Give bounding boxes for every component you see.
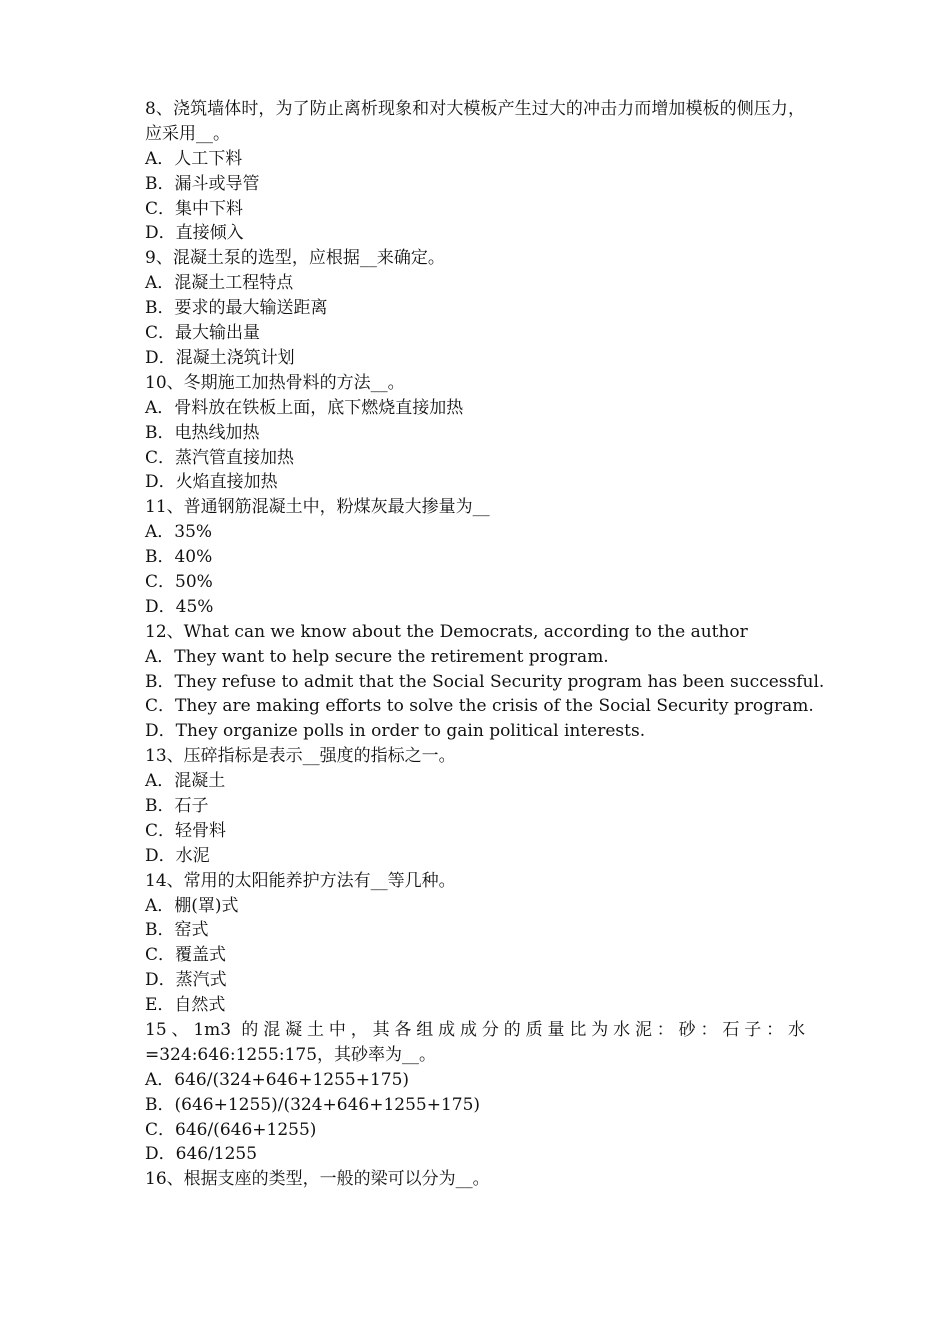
option-b: B．石子 — [145, 795, 209, 816]
option-e: E．自然式 — [145, 995, 226, 1016]
option-a: A．混凝土 — [145, 771, 226, 792]
question-text: 11、普通钢筋混凝土中，粉煤灰最大掺量为__ — [145, 497, 490, 518]
option-b: B．40% — [145, 547, 213, 568]
question-12 — [145, 620, 825, 744]
option-c: C．50% — [145, 571, 213, 592]
option-d: D．They organize polls in order to gain political interests. — [145, 721, 646, 742]
question-14 — [145, 869, 805, 1018]
option-c: C．覆盖式 — [145, 945, 227, 966]
option-b: B．(646+1255)/(324+646+1255+175) — [145, 1094, 481, 1115]
option-d: D．混凝土浇筑计划 — [145, 347, 295, 368]
question-11 — [145, 495, 805, 619]
option-b: B．漏斗或导管 — [145, 173, 260, 194]
question-text: 16、根据支座的类型，一般的梁可以分为__。 — [145, 1169, 490, 1190]
option-a: A．人工下料 — [145, 148, 243, 169]
question-text: 15、1m3 的混凝土中，其各组成成分的质量比为水泥：砂：石子：水=324:646:1255:175，其砂率为__。 — [145, 1019, 805, 1065]
option-a: A．35% — [145, 522, 213, 543]
document-page — [145, 97, 825, 1192]
question-text: 14、常用的太阳能养护方法有__等几种。 — [145, 870, 456, 891]
option-b: B．要求的最大输送距离 — [145, 298, 328, 319]
question-text: 10、冬期施工加热骨料的方法__。 — [145, 372, 405, 393]
option-d: D．646/1255 — [145, 1144, 258, 1165]
option-a: A．棚(罩)式 — [145, 895, 239, 916]
option-b: B．电热线加热 — [145, 422, 260, 443]
option-d: D．火焰直接加热 — [145, 472, 278, 493]
question-13 — [145, 744, 805, 868]
option-d: D．水泥 — [145, 845, 210, 866]
option-a: A．They want to help secure the retirement program. — [145, 646, 609, 667]
option-b: B．窑式 — [145, 920, 209, 941]
option-c: C．最大输出量 — [145, 323, 261, 344]
option-a: A．骨料放在铁板上面，底下燃烧直接加热 — [145, 397, 464, 418]
question-text: 8、浇筑墙体时，为了防止离析现象和对大模板产生过大的冲击力而增加模板的侧压力，应采用__。 — [145, 99, 805, 144]
question-10 — [145, 371, 805, 495]
question-text: 13、压碎指标是表示__强度的指标之一。 — [145, 746, 456, 767]
question-text: 12、What can we know about the Democrats, according to the author — [145, 621, 748, 642]
option-d: D．直接倾入 — [145, 223, 244, 244]
question-15 — [145, 1018, 805, 1167]
option-d: D．蒸汽式 — [145, 970, 227, 991]
option-c: C．集中下料 — [145, 198, 244, 219]
option-a: A．646/(324+646+1255+175) — [145, 1069, 410, 1090]
option-d: D．45% — [145, 596, 214, 617]
question-9 — [145, 246, 805, 370]
option-b: B．They refuse to admit that the Social Security program has been successful. — [145, 671, 825, 692]
option-c: C．646/(646+1255) — [145, 1119, 317, 1140]
option-c: C．轻骨料 — [145, 820, 227, 841]
option-a: A．混凝土工程特点 — [145, 273, 294, 294]
question-8 — [145, 97, 805, 246]
question-text: 9、混凝土泵的选型，应根据__来确定。 — [145, 248, 445, 269]
option-c: C．They are making efforts to solve the crisis of the Social Security program. — [145, 696, 814, 717]
option-c: C．蒸汽管直接加热 — [145, 447, 295, 468]
question-16 — [145, 1167, 805, 1192]
